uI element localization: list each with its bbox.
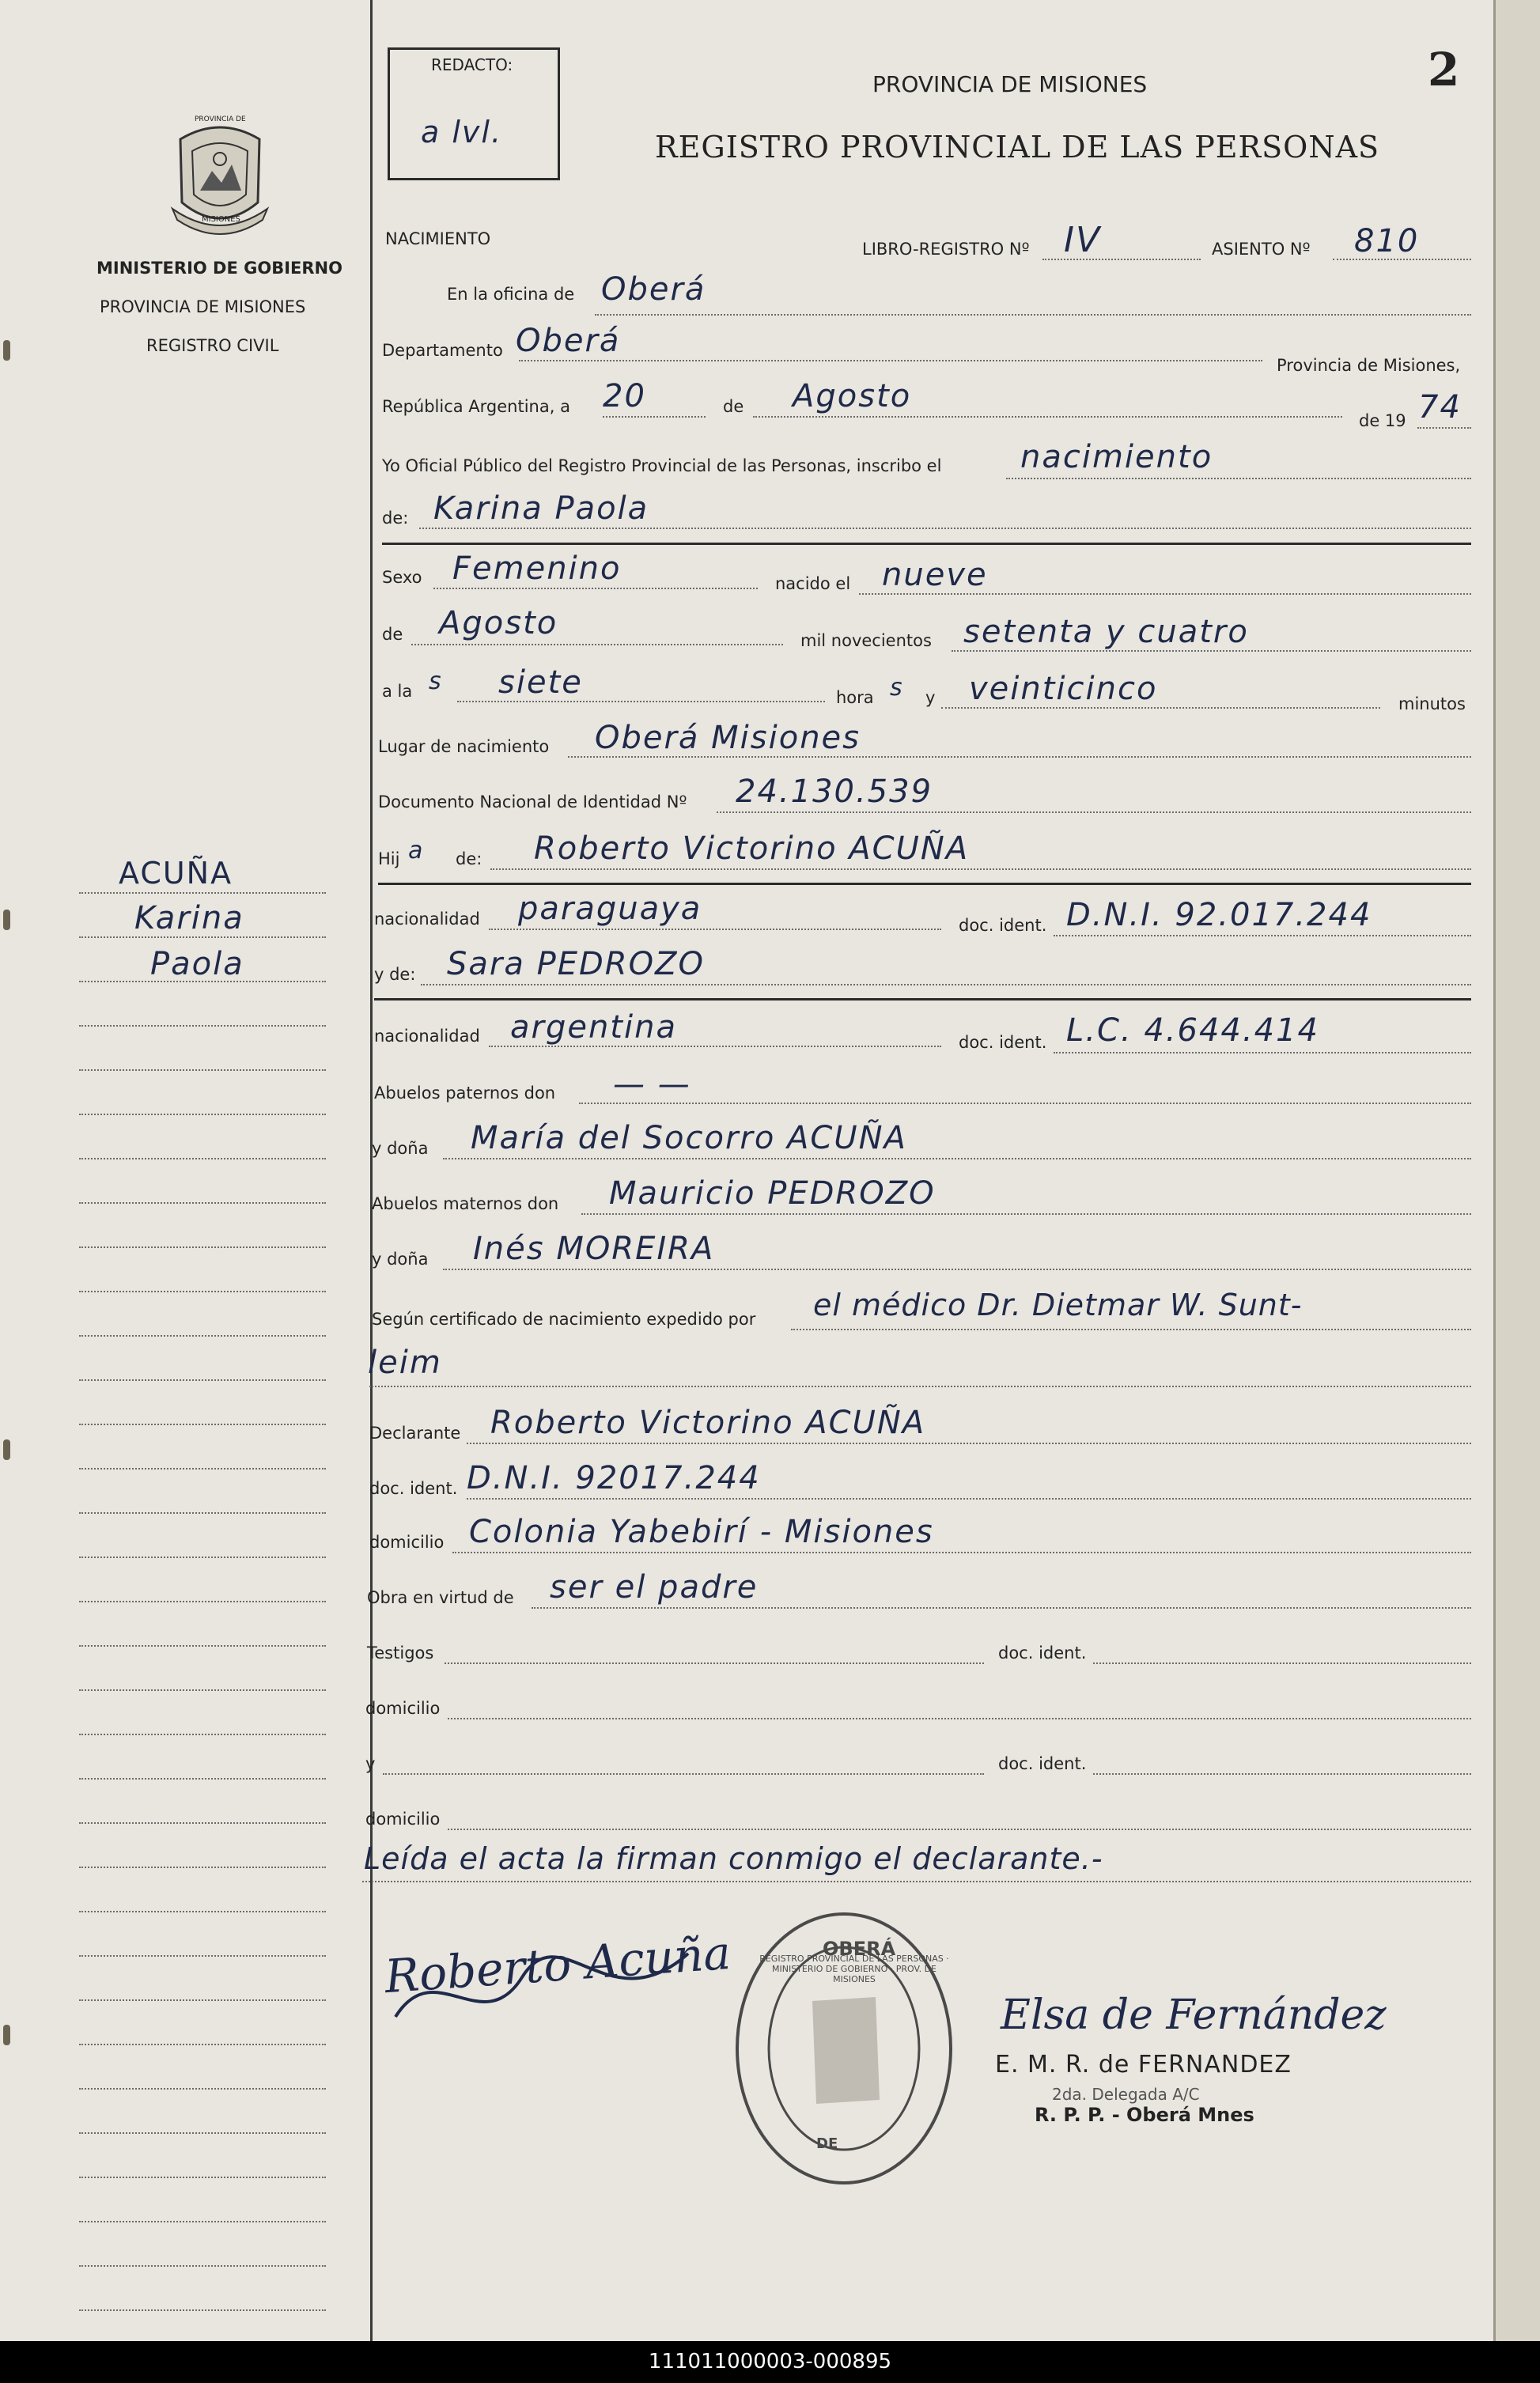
certificado-value: el médico Dr. Dietmar W. Sunt-: [813, 1288, 1303, 1322]
doc2-value: L.C. 4.644.414: [1066, 1012, 1319, 1049]
margin-line: [79, 1734, 326, 1735]
margin-line: [79, 1999, 326, 2001]
page-number: 2: [1428, 43, 1460, 96]
doc1-value: D.N.I. 92.017.244: [1066, 897, 1372, 933]
margin-line: [79, 1911, 326, 1912]
madre-value: Sara PEDROZO: [447, 946, 705, 982]
testigos-label: Testigos: [367, 1644, 434, 1662]
yde-label: y de:: [374, 965, 416, 984]
hora-value: siete: [498, 664, 583, 701]
seal-mid: DE: [816, 2135, 838, 2152]
year-value: 74: [1418, 389, 1462, 426]
emblem-top-text: PROVINCIA DE: [195, 115, 246, 123]
ala-s: s: [429, 668, 443, 695]
domicilio3-label: domicilio: [365, 1810, 441, 1829]
certificado-label: Según certificado de nacimiento expedido por: [372, 1310, 756, 1329]
lugar-label: Lugar de nacimiento: [378, 737, 550, 756]
docdecl-label: doc. ident.: [369, 1479, 458, 1498]
dni-value: 24.130.539: [736, 774, 933, 810]
nacido-value: nueve: [882, 557, 988, 593]
margin-line: [79, 1955, 326, 1957]
margin-line: [79, 2088, 326, 2090]
nacionalidad2-label: nacionalidad: [374, 1027, 480, 1046]
margin-line: [79, 2132, 326, 2134]
margin-line: [79, 1025, 326, 1027]
day-value: 20: [603, 378, 646, 414]
official-title: 2da. Delegada A/C: [1052, 2085, 1200, 2104]
seal-place: OBERÁ: [823, 1938, 896, 1960]
declarant-signature-flourish: [388, 1930, 704, 2041]
declarante-value: Roberto Victorino ACUÑA: [490, 1405, 926, 1441]
emblem-bottom-text: MISIONES: [202, 215, 240, 224]
margin-line: [79, 1645, 326, 1647]
birth-year: setenta y cuatro: [963, 614, 1249, 650]
abuelos-pat-value: — —: [613, 1066, 691, 1103]
month-value: Agosto: [793, 378, 912, 414]
archive-code: 111011000003-000895: [0, 2341, 1540, 2383]
docdecl-value: D.N.I. 92017.244: [467, 1460, 761, 1496]
provincia-label: Provincia de Misiones,: [1277, 356, 1461, 375]
obra-value: ser el padre: [550, 1569, 759, 1606]
doc2-label: doc. ident.: [959, 1033, 1047, 1052]
margin-line: [79, 1335, 326, 1337]
redacto-value: a lvl.: [421, 115, 503, 149]
margin-line: [79, 1114, 326, 1115]
domicilio-label: domicilio: [369, 1533, 445, 1552]
birth-month: Agosto: [439, 605, 558, 641]
obra-label: Obra en virtud de: [367, 1588, 514, 1607]
certificado-cont: leim: [368, 1345, 442, 1381]
province-header: PROVINCIA DE MISIONES: [872, 71, 1148, 97]
child-name: Karina Paola: [433, 490, 649, 527]
margin-line: [79, 1822, 326, 1824]
hij-value: a: [408, 837, 425, 864]
domicilio-value: Colonia Yabebirí - Misiones: [469, 1514, 934, 1550]
registry-title: REGISTRO PROVINCIAL DE LAS PERSONAS: [655, 130, 1380, 165]
margin-line: [79, 2177, 326, 2178]
sidebar-ministry: MINISTERIO DE GOBIERNO: [96, 259, 342, 278]
margin-line: [79, 2044, 326, 2045]
departamento-value: Oberá: [516, 323, 621, 359]
de-padre-label: de:: [456, 849, 482, 868]
margin-line: [79, 1689, 326, 1691]
sexo-label: Sexo: [382, 568, 422, 587]
padre-value: Roberto Victorino ACUÑA: [534, 830, 970, 867]
ydona2-label: y doña: [372, 1250, 429, 1269]
ala-label: a la: [382, 682, 413, 701]
abuela-pat-value: María del Socorro ACUÑA: [471, 1120, 907, 1156]
departamento-label: Departamento: [382, 341, 503, 360]
margin-line: [79, 1379, 326, 1381]
de2-label: de: [382, 625, 403, 644]
margin-rule: [370, 0, 373, 2341]
nacido-label: nacido el: [775, 574, 851, 593]
margin-line: [79, 1778, 326, 1780]
minutos-value: veinticinco: [969, 671, 1158, 707]
margin-line: [79, 892, 326, 894]
libro-label: LIBRO-REGISTRO Nº: [862, 240, 1030, 259]
official-signature: Elsa de Fernández: [1001, 1992, 1387, 2039]
official-office: R. P. P. - Oberá Mnes: [1035, 2104, 1254, 2126]
margin-surname: ACUÑA: [119, 856, 233, 891]
margin-line: [79, 936, 326, 938]
margin-line: [79, 1202, 326, 1204]
nacionalidad1-value: paraguaya: [518, 891, 702, 927]
margin-line: [79, 1291, 326, 1292]
margin-line: [79, 1424, 326, 1425]
doc4-label: doc. ident.: [998, 1754, 1087, 1773]
nacionalidad2-value: argentina: [510, 1009, 677, 1046]
declarant-signature: Roberto Acuña: [383, 1925, 732, 2004]
asiento-value: 810: [1354, 223, 1420, 259]
horas-s: s: [890, 674, 904, 702]
abuela-mat-value: Inés MOREIRA: [473, 1231, 715, 1267]
margin-line: [79, 2221, 326, 2222]
seal-text: REGISTRO PROVINCIAL DE LAS PERSONAS · MINISTERIO DE GOBIERNO · PROV. DE MISIONES: [759, 1954, 949, 1984]
de-colon-label: de:: [382, 509, 409, 528]
horas-label: hora: [836, 688, 874, 707]
margin-second-name: Paola: [150, 946, 244, 982]
margin-line: [79, 1069, 326, 1071]
mil-label: mil novecientos: [800, 631, 932, 650]
asiento-label: ASIENTO Nº: [1212, 240, 1311, 259]
margin-line: [79, 2309, 326, 2311]
sidebar-province: PROVINCIA DE MISIONES: [100, 297, 306, 316]
domicilio2-label: domicilio: [365, 1699, 441, 1718]
margin-line: [79, 1158, 326, 1159]
hij-label: Hij: [378, 849, 400, 868]
abuelo-mat-value: Mauricio PEDROZO: [609, 1175, 936, 1212]
minutos-label: minutos: [1398, 694, 1466, 713]
margin-line: [79, 1512, 326, 1514]
nacionalidad1-label: nacionalidad: [374, 910, 480, 929]
margin-line: [79, 1557, 326, 1558]
sidebar-civil: REGISTRO CIVIL: [146, 336, 279, 355]
republica-label: República Argentina, a: [382, 397, 570, 416]
abuelos-mat-label: Abuelos maternos don: [372, 1194, 559, 1213]
declarante-label: Declarante: [369, 1424, 461, 1443]
y-label: y: [925, 688, 936, 707]
ydona1-label: y doña: [372, 1139, 429, 1158]
oficial-label: Yo Oficial Público del Registro Provincial de las Personas, inscribo el: [382, 456, 942, 475]
oficina-label: En la oficina de: [447, 285, 575, 304]
closing-statement: Leída el acta la firman conmigo el declarante.-: [364, 1841, 1103, 1876]
inscribo-value: nacimiento: [1020, 439, 1213, 475]
dni-label: Documento Nacional de Identidad Nº: [378, 792, 687, 811]
margin-line: [79, 1601, 326, 1602]
act-type: NACIMIENTO: [385, 229, 491, 248]
oficina-value: Oberá: [601, 271, 706, 308]
sexo-value: Femenino: [452, 550, 622, 587]
y2-label: y: [365, 1754, 376, 1773]
redacto-label: REDACTO:: [431, 55, 513, 74]
margin-line: [79, 2265, 326, 2267]
doc1-label: doc. ident.: [959, 916, 1047, 935]
margin-line: [79, 1468, 326, 1470]
de-label: de: [723, 397, 744, 416]
margin-line: [79, 1246, 326, 1248]
margin-first-name: Karina: [134, 900, 244, 936]
abuelos-pat-label: Abuelos paternos don: [374, 1084, 556, 1103]
lugar-value: Oberá Misiones: [595, 720, 861, 756]
official-name: E. M. R. de FERNANDEZ: [995, 2051, 1292, 2079]
doc3-label: doc. ident.: [998, 1644, 1087, 1662]
libro-value: IV: [1064, 220, 1102, 260]
page-edge: [1493, 0, 1540, 2341]
de19-label: de 19: [1359, 411, 1406, 430]
margin-line: [79, 1867, 326, 1868]
